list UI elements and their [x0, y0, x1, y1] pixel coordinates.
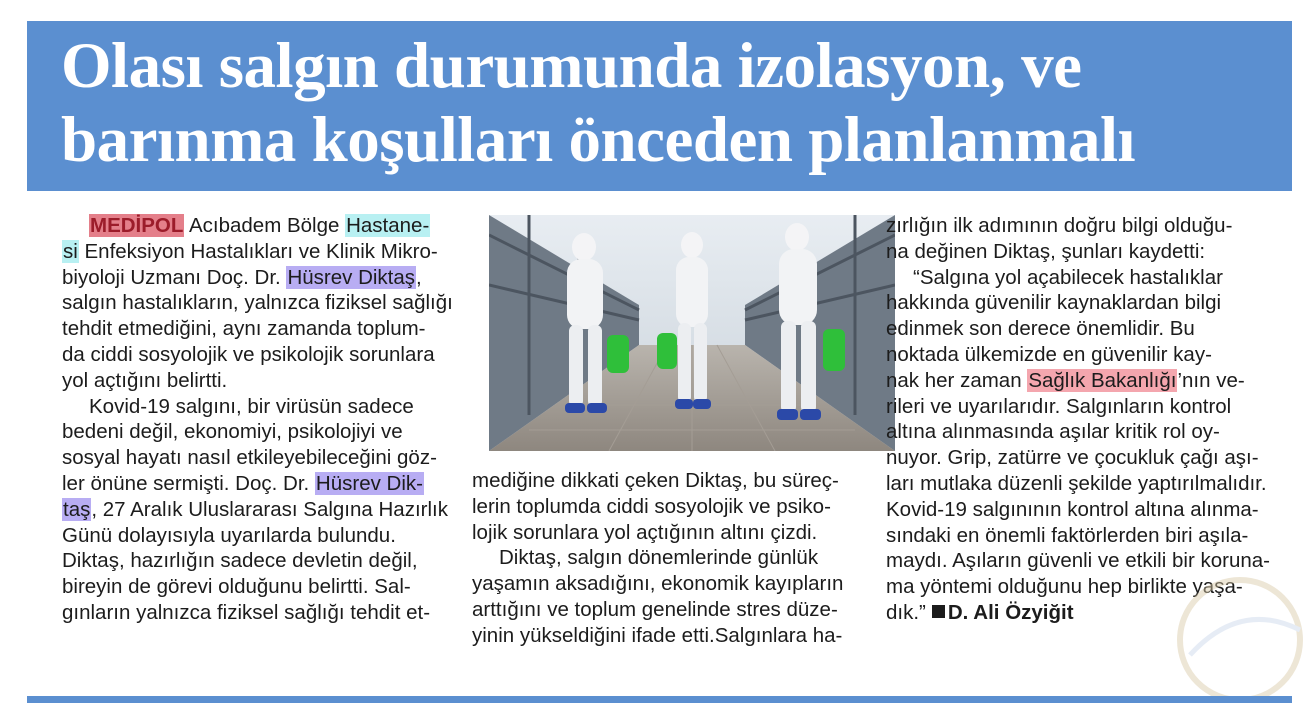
text-line: yol açtığını belirtti. — [62, 368, 228, 392]
text-line: yaşamın aksadığını, ekonomik kayıpların — [472, 572, 844, 596]
text-line: ma yöntemi olduğunu hep birlikte yaşa- — [886, 575, 1243, 599]
highlight-husrev-dik: Hüsrev Dik- — [315, 471, 423, 495]
headline-line-1: Olası salgın durumunda izolasyon, ve — [61, 30, 1082, 102]
highlight-husrev-diktas: Hüsrev Diktaş — [287, 265, 416, 289]
watermark-logo — [1160, 560, 1310, 710]
text-line: da ciddi sosyolojik ve psikolojik sorunlara — [62, 342, 435, 366]
text-line: lerin toplumda ciddi sosyolojik ve psiko- — [472, 494, 831, 518]
text-line: biyoloji Uzmanı Doç. Dr. Hüsrev Diktaş, — [62, 265, 422, 289]
highlight-tas: taş — [63, 497, 91, 521]
text-line: Diktaş, hazırlığın sadece devletin değil, — [62, 549, 418, 573]
highlight-hastane: Hastane- — [346, 214, 430, 237]
article-column-2 — [472, 468, 852, 649]
text-line: Diktaş, salgın dönemlerinde günlük — [499, 546, 819, 570]
headline — [61, 29, 1261, 177]
text-line: mediğine dikkati çeken Diktaş, bu süreç- — [472, 469, 839, 492]
byline-square-icon — [932, 605, 945, 618]
text-line: Kovid-19 salgını, bir virüsün sadece — [89, 394, 414, 418]
text-line: Kovid-19 salgınının kontrol altına alınma- — [886, 497, 1259, 521]
text-line: MEDİPOL Acıbadem Bölge Hastane- — [90, 214, 430, 237]
text-line: “Salgına yol açabilecek hastalıklar — [913, 265, 1223, 289]
text-line: maydı. Aşıların güvenli ve etkili bir koruna- — [886, 549, 1270, 573]
highlight-si: si — [63, 239, 78, 263]
text-line: tehdit etmediğini, aynı zamanda toplum- — [62, 317, 426, 341]
text-line: taş, 27 Aralık Uluslararası Salgına Hazırlık — [63, 497, 448, 521]
text-line: noktada ülkemizde en güvenilir kay- — [886, 342, 1212, 366]
text-line: lojik sorunlara yol açtığının altını çizdi. — [472, 520, 818, 544]
text-line: si Enfeksiyon Hastalıkları ve Klinik Mikro- — [63, 239, 438, 263]
text-line: yinin yükseldiğini ifade etti.Salgınlara ha- — [472, 623, 843, 647]
text-line: na değinen Diktaş, şunları kaydetti: — [886, 239, 1206, 263]
text-line: dık.” D. Ali Özyiğit — [886, 600, 1074, 624]
text-line: bireyin de görevi olduğunu belirtti. Sal- — [62, 575, 411, 599]
highlight-medipol: MEDİPOL — [90, 214, 184, 237]
text-line: hakkında güvenilir kaynaklardan bilgi — [886, 291, 1222, 315]
text-line: ları mutlaka düzenli şekilde yaptırılmalıdır. — [886, 471, 1267, 495]
bottom-rule — [27, 696, 1292, 703]
text-line: arttığını ve toplum genelinde stres düze- — [472, 597, 838, 621]
text-line: sındaki en önemli faktörlerden biri aşıla- — [886, 523, 1249, 547]
text-line: ler önüne sermişti. Doç. Dr. Hüsrev Dik- — [62, 471, 423, 495]
text-line: altına alınmasında aşılar kritik rol oy- — [886, 420, 1220, 444]
text-line: edinmek son derece önemlidir. Bu — [886, 317, 1195, 341]
byline: D. Ali Özyiğit — [947, 600, 1074, 624]
text-line: rileri ve uyarılarıdır. Salgınların kontrol — [886, 394, 1232, 418]
text-line: gınların yalnızca fiziksel sağlığı tehdit et- — [62, 600, 431, 624]
text-line: nuyor. Grip, zatürre ve çocukluk çağı aşı- — [886, 446, 1259, 470]
disinfection-workers-photo — [489, 215, 895, 451]
text-line: salgın hastalıkların, yalnızca fiziksel sağlığı — [62, 291, 453, 315]
headline-line-2: barınma koşulları önceden planlanmalı — [61, 104, 1136, 176]
headline-band — [27, 21, 1292, 191]
text-line: sosyal hayatı nasıl etkileyebileceğini göz- — [62, 446, 437, 470]
text-line: bedeni değil, ekonomiyi, psikolojiyi ve — [62, 420, 403, 444]
text-line: zırlığın ilk adımının doğru bilgi olduğu- — [886, 214, 1233, 237]
text-line: nak her zaman Sağlık Bakanlığı’nın ve- — [886, 368, 1245, 392]
text-line: Günü dolayısıyla uyarılarda bulundu. — [62, 523, 396, 547]
article-column-1 — [62, 213, 453, 626]
highlight-saglik-bakanligi: Sağlık Bakanlığı — [1028, 368, 1177, 392]
